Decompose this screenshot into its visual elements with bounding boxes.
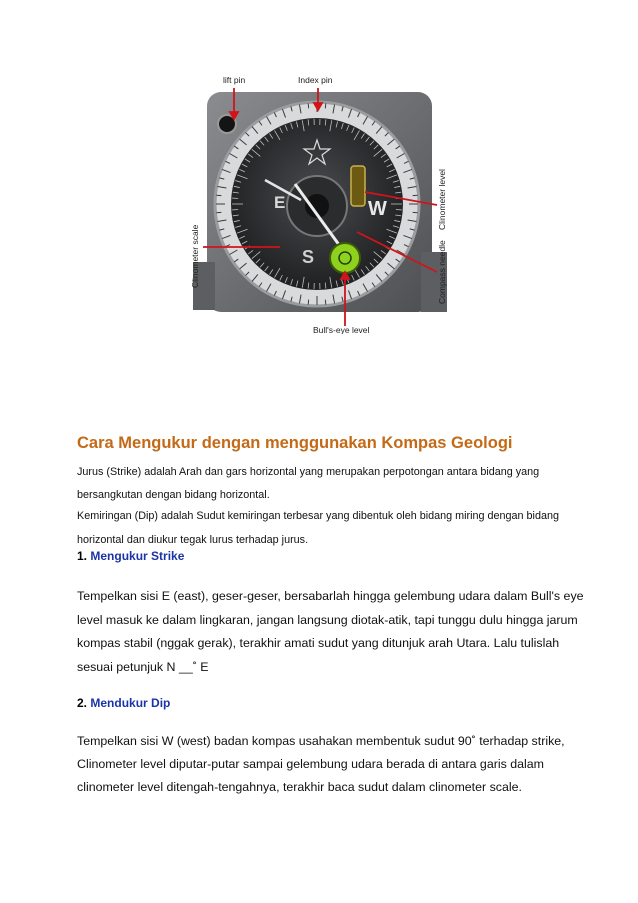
compass-illustration <box>185 72 451 334</box>
body-line: kompas stabil (nggak gerak), terakhir amati sudut yang ditunjuk arah Utara. Lalu tulislah <box>77 636 560 650</box>
body-line: level masuk ke dalam lingkaran, jangan langsung diotak-atik, tapi tunggu dulu hingga jarum <box>77 613 578 627</box>
label-lift-pin: lift pin <box>223 75 246 85</box>
label-clinometer-scale: Clinometer scale <box>190 224 200 288</box>
section-title-link[interactable]: Mengukur Strike <box>90 549 185 563</box>
definition-line: Kemiringan (Dip) adalah Sudut kemiringan terbesar yang dibentuk oleh bidang miring dengan bidang <box>77 510 559 522</box>
definition-line: Jurus (Strike) adalah Arah dan gars horizontal yang merupakan perpotongan antara bidang yang <box>77 466 540 478</box>
compass-figure <box>185 72 451 334</box>
definition-line: bersangkutan dengan bidang horizontal. <box>77 489 270 501</box>
section-heading-dip <box>77 696 170 710</box>
dial-letter-west: W <box>368 198 387 220</box>
definition-line: horizontal dan diukur tegak lurus terhadap jurus. <box>77 534 309 546</box>
body-line: Tempelkan sisi W (west) badan kompas usahakan membentuk sudut 90˚ terhadap strike, <box>77 734 565 748</box>
label-bulls-eye-level: Bull's-eye level <box>313 325 370 334</box>
label-clinometer-level: Clinometer level <box>437 169 447 230</box>
section-number: 1. <box>77 549 88 563</box>
body-line: Clinometer level diputar-putar sampai gelembung udara berada di antara garis dalam <box>77 757 544 771</box>
section-heading-strike <box>77 549 184 563</box>
dial-letter-south: S <box>302 247 315 267</box>
label-index-pin: Index pin <box>298 75 333 85</box>
section-title-link[interactable]: Mendukur Dip <box>90 696 171 710</box>
bulls-eye-level <box>330 243 360 273</box>
body-line: Tempelkan sisi E (east), geser-geser, bersabarlah hingga gelembung udara dalam Bull's eye <box>77 589 584 603</box>
body-line: sesuai petunjuk N __˚ E <box>77 660 209 674</box>
section-number: 2. <box>77 696 88 710</box>
dial-letter-east: E <box>274 193 286 212</box>
body-line: clinometer level ditengah-tengahnya, terakhir baca sudut dalam clinometer scale. <box>77 780 522 794</box>
clinometer-level-vial <box>351 166 365 206</box>
label-compass-needle: Compass needle <box>437 240 447 304</box>
page-title: Cara Mengukur dengan menggunakan Kompas Geologi <box>77 434 513 452</box>
